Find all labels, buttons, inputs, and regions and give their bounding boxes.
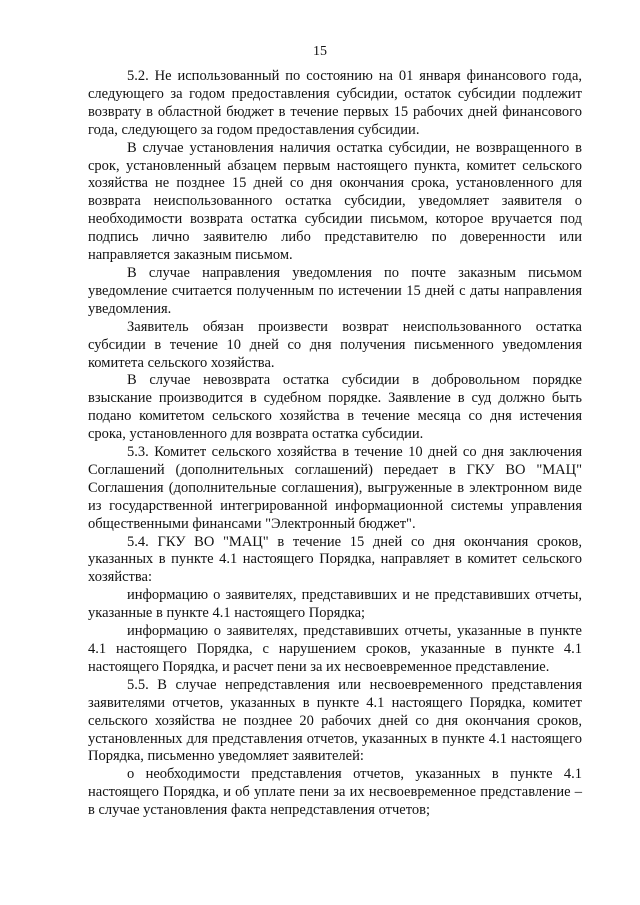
paragraph-5-4: 5.4. ГКУ ВО "МАЦ" в течение 15 дней со дня окончания сроков, указанных в пункте 4.1 настоящего Порядка, направляет в комитет сельского хозяйства: — [88, 533, 582, 586]
paragraph-5-5-item-1: о необходимости представления отчетов, указанных в пункте 4.1 настоящего Порядка, и об уплате пени за их несвоевременное представление – в случае установления факта непредставления отчетов; — [88, 766, 582, 819]
document-body — [88, 68, 582, 820]
paragraph-5-5: 5.5. В случае непредставления или несвоевременного представления заявителями отчетов, указанных в пункте 4.1 настоящего Порядка, комитет сельского хозяйства не позднее 20 рабочих дней со дня окончания сроков, установленных для представления отчетов, указанных в пункте 4.1 настоящего Порядка, письменно уведомляет заявителей: — [88, 676, 582, 765]
paragraph-court-recovery: В случае невозврата остатка субсидии в добровольном порядке взыскание производится в судебном порядке. Заявление в суд должно быть подано комитетом сельского хозяйства в течение месяца со дня истечения срока, установленного для возврата остатка субсидии. — [88, 372, 582, 443]
paragraph-5-4-item-2: информацию о заявителях, представивших отчеты, указанные в пункте 4.1 настоящего Порядка, с нарушением сроков, указанные в пункте 4.1 настоящего Порядка, и расчет пени за их несвоевременное представление. — [88, 623, 582, 675]
paragraph-5-3: 5.3. Комитет сельского хозяйства в течение 10 дней со дня заключения Соглашений (дополнительных соглашений) передает в ГКУ ВО "МАЦ" Соглашения (дополнительные соглашения), выгруженные в электронном виде из государственной интегрированной информационной системы управления общественными финансами "Электронный бюджет". — [88, 444, 582, 532]
page-number: 15 — [313, 44, 327, 59]
paragraph-remainder-notice: В случае установления наличия остатка субсидии, не возвращенного в срок, установленный абзацем первым настоящего пункта, комитет сельского хозяйства не позднее 15 дней со дня окончания срока, установленного для возврата неиспользованного остатка субсидии, уведомляет заявителя о необходимости возврата остатка субсидии письмом, которое вручается под подпись лично заявителю либо представителю по доверенности или направляется заказным письмом. — [88, 139, 582, 264]
paragraph-5-2: 5.2. Не использованный по состоянию на 01 января финансового года, следующего за годом предоставления субсидии, остаток субсидии подлежит возврату в областной бюджет в течение первых 15 рабочих дней финансового года, следующего за годом предоставления субсидии. — [88, 68, 582, 138]
paragraph-postal-notice: В случае направления уведомления по почте заказным письмом уведомление считается полученным по истечении 15 дней с даты направления уведомления. — [88, 264, 582, 317]
paragraph-5-4-item-1: информацию о заявителях, представивших и не представивших отчеты, указанные в пункте 4.1 настоящего Порядка; — [88, 587, 582, 622]
paragraph-refund-obligation: Заявитель обязан произвести возврат неиспользованного остатка субсидии в течение 10 дней со дня получения письменного уведомления комитета сельского хозяйства. — [88, 318, 582, 371]
